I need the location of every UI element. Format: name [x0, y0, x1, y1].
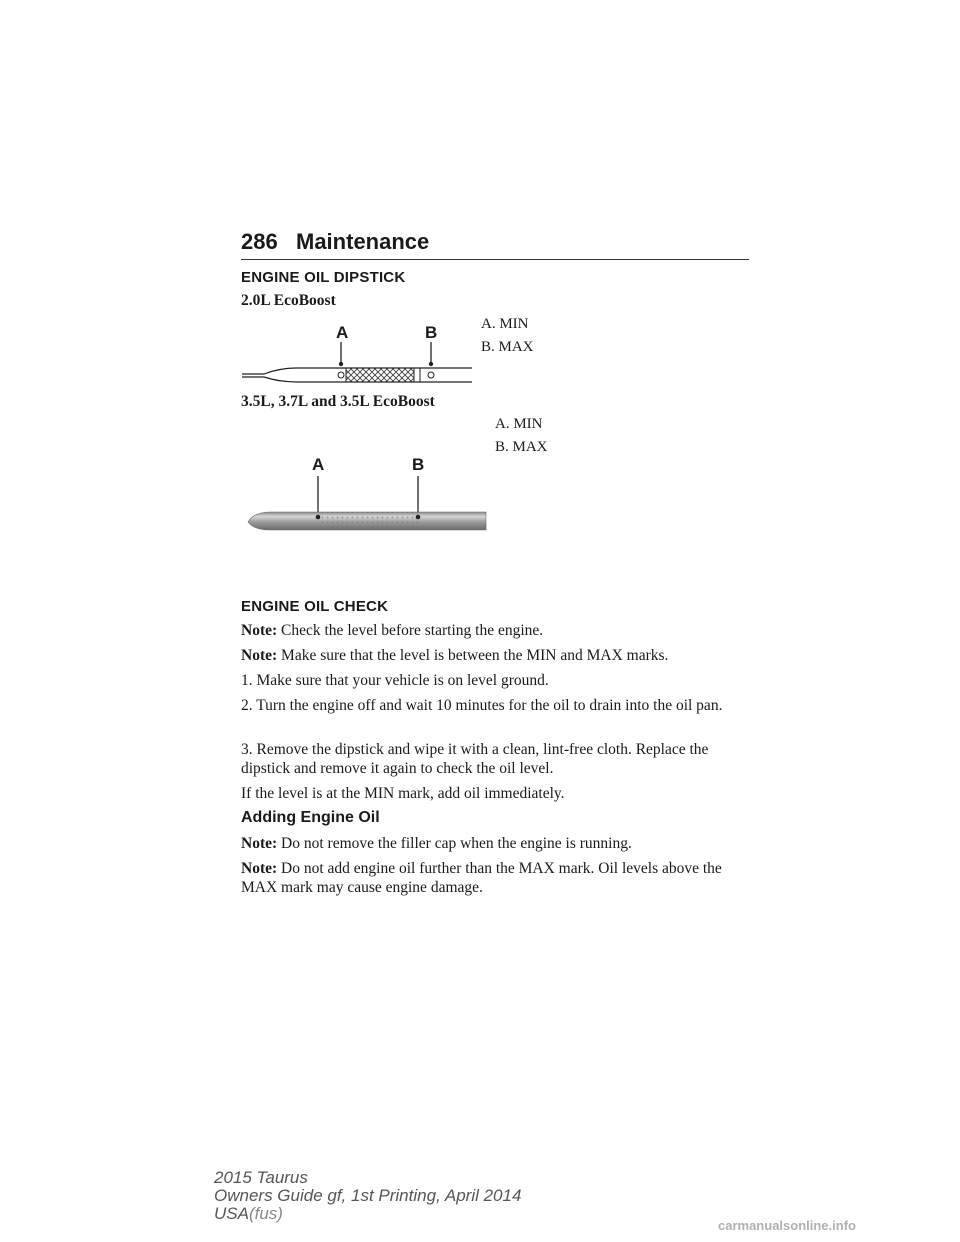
adding-note-2 — [241, 859, 749, 897]
check-step-2: 2. Turn the engine off and wait 10 minutes for the oil to drain into the oil pan. — [241, 697, 723, 714]
dipstick-diagram-3-5l — [240, 450, 490, 536]
note-label: Note: — [241, 835, 278, 852]
dipstick-diagram-2-0l — [240, 318, 476, 384]
marker-a-label: A — [336, 323, 349, 342]
header-rule — [241, 259, 749, 260]
marker-b-label: B — [412, 455, 425, 474]
page-number: 286 — [241, 229, 278, 254]
footer-region: USA — [214, 1204, 249, 1223]
adding-heading: Adding Engine Oil — [241, 809, 380, 826]
variant2-callout-max: B. MAX — [495, 439, 548, 455]
footer-print-info — [214, 1169, 521, 1223]
adding-note-1 — [241, 834, 761, 853]
note-label: Note: — [241, 860, 278, 877]
variant2-title: 3.5L, 3.7L and 3.5L EcoBoost — [241, 393, 435, 410]
note-text: Do not add engine oil further than the MAX mark. Oil levels above the MAX mark may cause engine damage. — [241, 860, 722, 896]
check-heading: ENGINE OIL CHECK — [241, 598, 389, 615]
variant1-title: 2.0L EcoBoost — [241, 292, 336, 309]
marker-b-label: B — [425, 323, 438, 342]
note-text: Do not remove the filler cap when the engine is running. — [281, 835, 632, 852]
min-instruction: If the level is at the MIN mark, add oil immediately. — [241, 785, 565, 802]
variant2-callout-min: A. MIN — [495, 416, 543, 432]
check-step-1: 1. Make sure that your vehicle is on level ground. — [241, 672, 549, 689]
check-note-2 — [241, 646, 761, 665]
note-label: Note: — [241, 622, 278, 639]
section-title: Maintenance — [296, 229, 430, 254]
marker-a-label: A — [312, 455, 325, 474]
dipstick-heading: ENGINE OIL DIPSTICK — [241, 269, 406, 286]
note-label: Note: — [241, 647, 278, 664]
footer-line-3 — [214, 1205, 521, 1223]
note-text: Make sure that the level is between the MIN and MAX marks. — [281, 647, 669, 664]
watermark: carmanualsonline.info — [718, 1218, 856, 1233]
variant1-callout-min: A. MIN — [481, 316, 529, 332]
note-text: Check the level before starting the engine. — [281, 622, 544, 639]
footer-line-2: Owners Guide gf, 1st Printing, April 2014 — [214, 1186, 522, 1205]
check-step-3: 3. Remove the dipstick and wipe it with a clean, lint-free cloth. Replace the dipstick and remove it again to check the oil level. — [241, 741, 709, 777]
check-note-1 — [241, 621, 761, 640]
footer-region-code: (fus) — [248, 1204, 283, 1223]
variant1-callout-max: B. MAX — [481, 339, 534, 355]
footer-line-1: 2015 Taurus — [214, 1168, 308, 1187]
